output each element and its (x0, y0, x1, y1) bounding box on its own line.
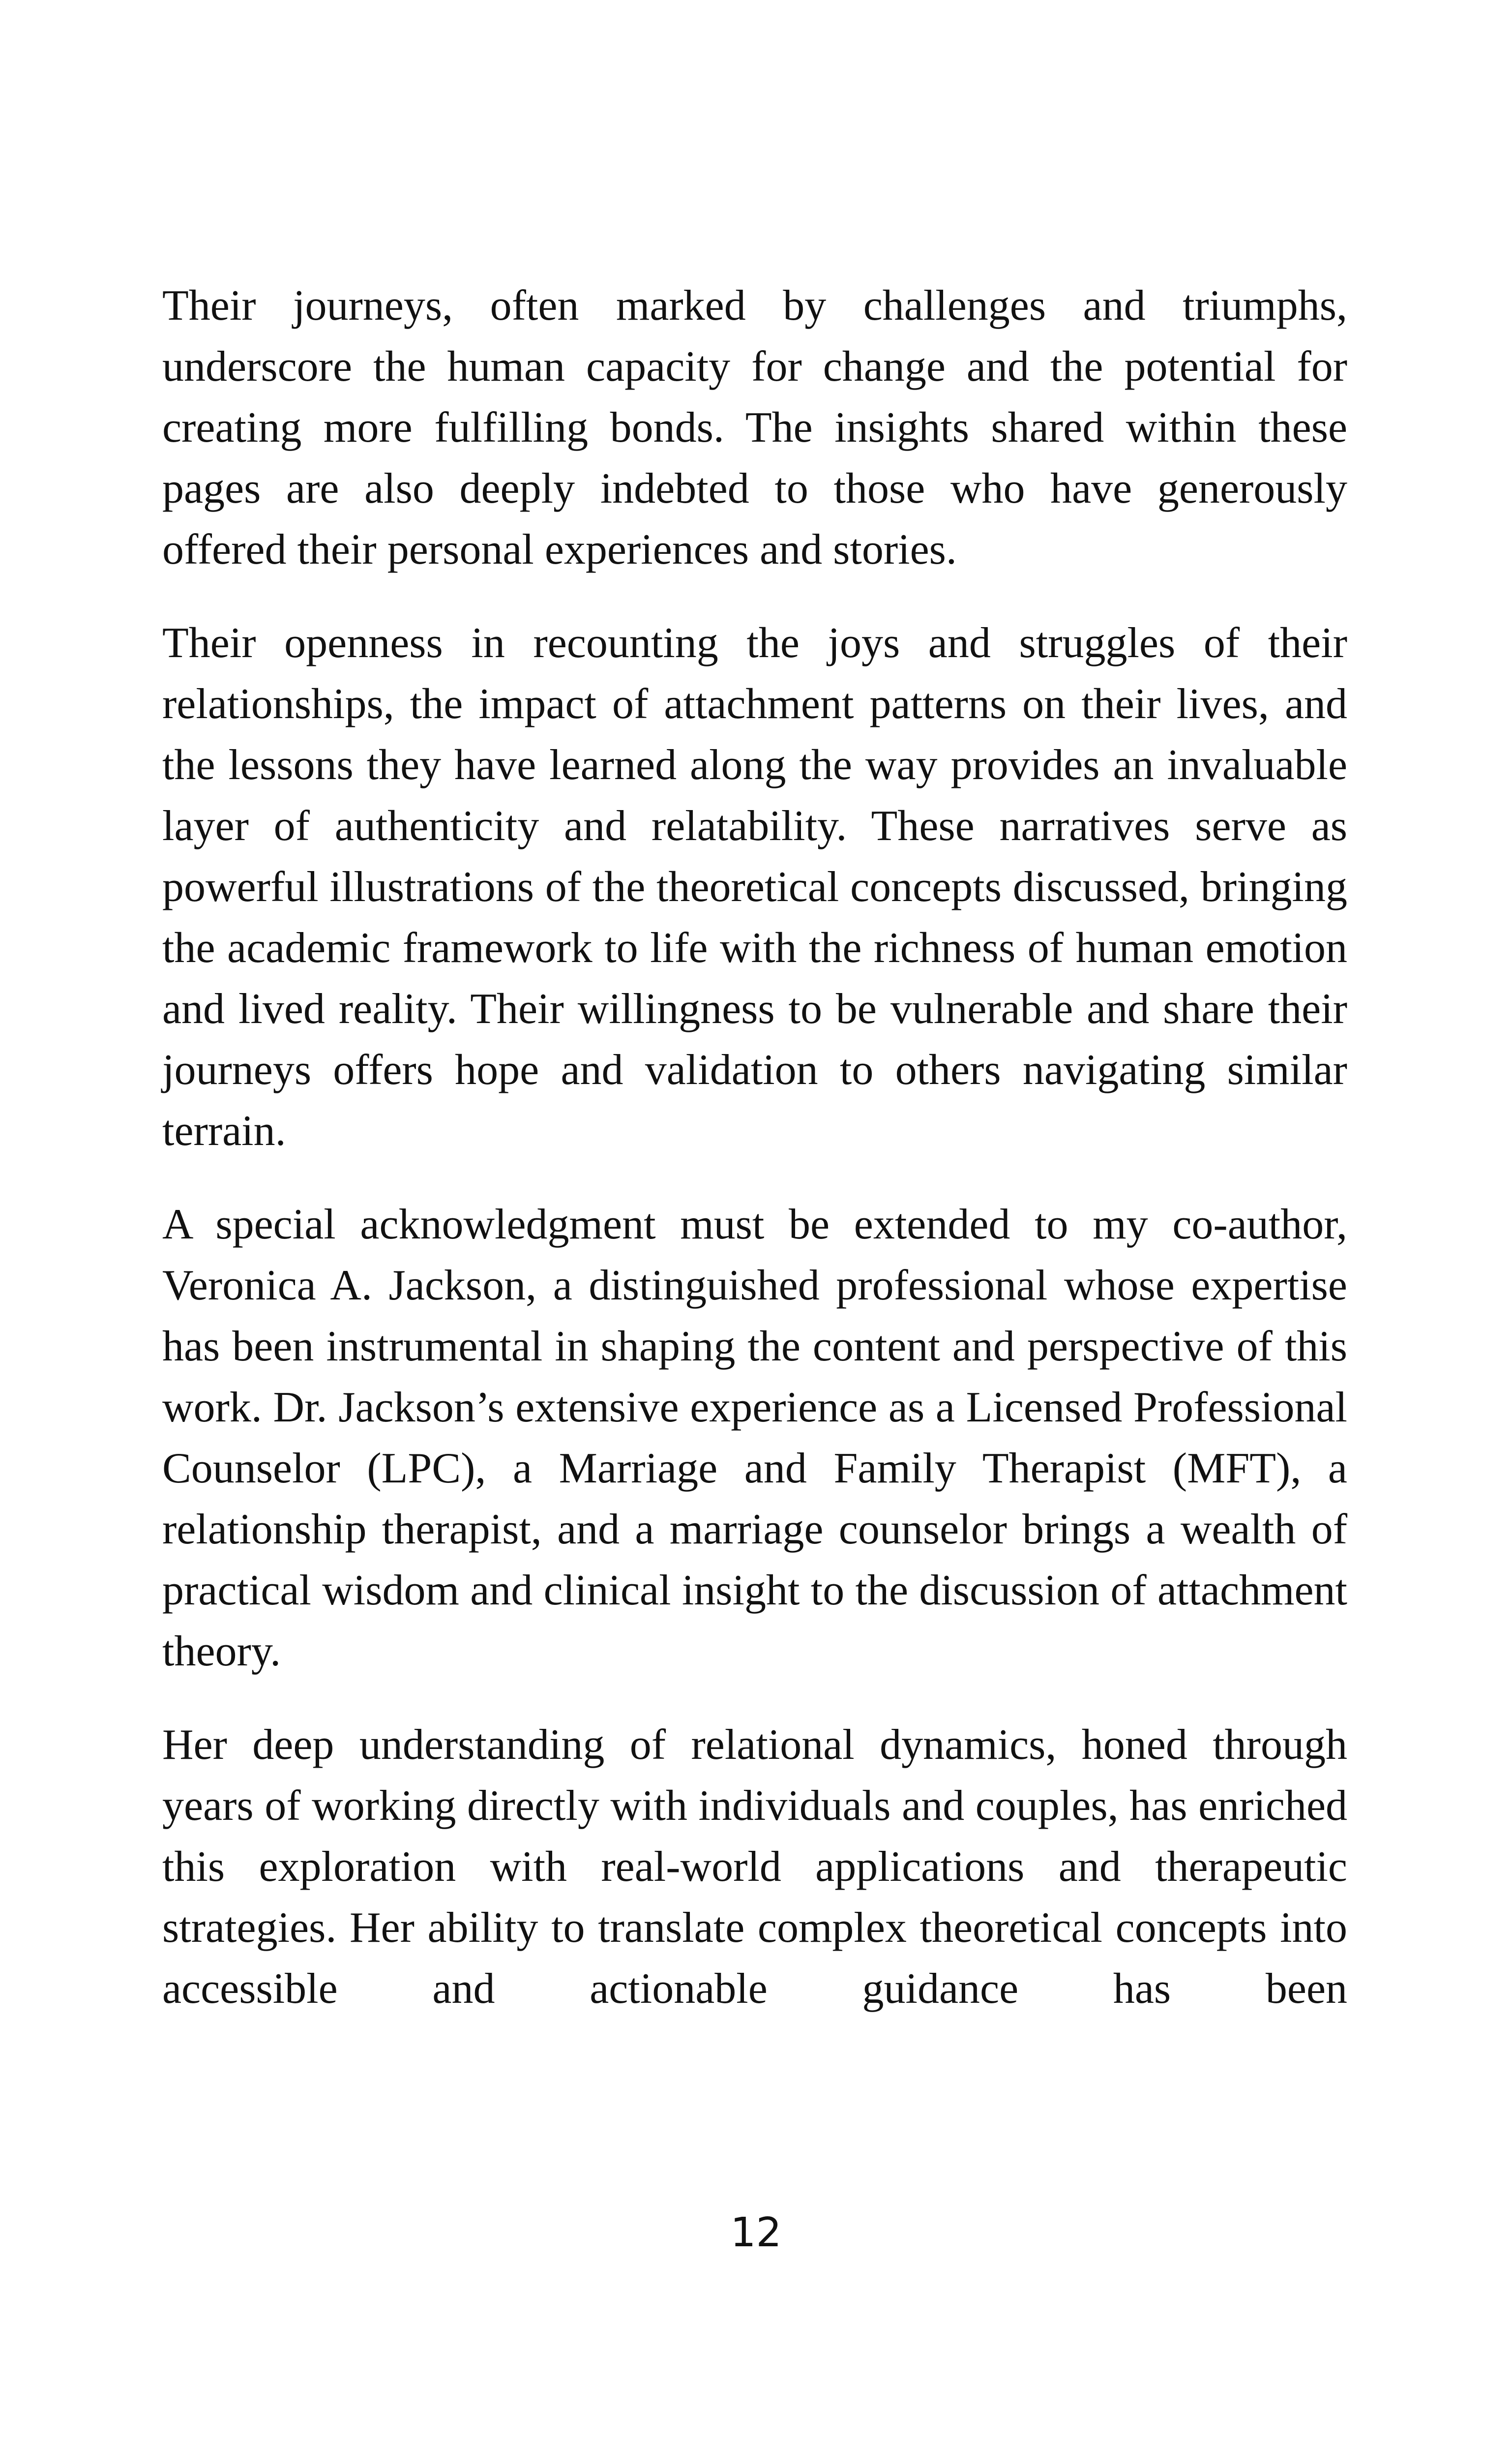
paragraph-4: Her deep understanding of relational dynamics, honed through years of working directly with individuals and couples, has enriched this exploration with real-world applications and therapeutic strategies. Her ability to translate complex theoretical concepts into accessible and actionable guidance has been (162, 1721, 1347, 2013)
page-number: 12 (730, 2209, 782, 2256)
paragraph-3: A special acknowledgment must be extended to my co-author, Veronica A. Jackson, a distinguished professional whose expertise has been instrumental in shaping the content and perspective of this work. Dr. Jackson’s extensive experience as a Licensed Professional Counselor (LPC), a Marriage and Family Therapist (MFT), a relationship therapist, and a marriage counselor brings a wealth of practical wisdom and clinical insight to the discussion of attachment theory. (162, 1201, 1347, 1675)
paragraph-1: Their journeys, often marked by challenges and triumphs, underscore the human capacity for change and the potential for creating more fulfilling bonds. The insights shared within these pages are also deeply indebted to those who have generously offered their personal experiences and stories. (162, 282, 1347, 573)
paragraph-2: Their openness in recounting the joys and struggles of their relationships, the impact of attachment patterns on their lives, and the lessons they have learned along the way provides an invaluable layer of authenticity and relatability. These narratives serve as powerful illustrations of the theoretical concepts discussed, bringing the academic framework to life with the richness of human emotion and lived reality. Their willingness to be vulnerable and share their journeys offers hope and validation to others navigating similar terrain. (162, 619, 1347, 1155)
body-text (162, 275, 1347, 2020)
